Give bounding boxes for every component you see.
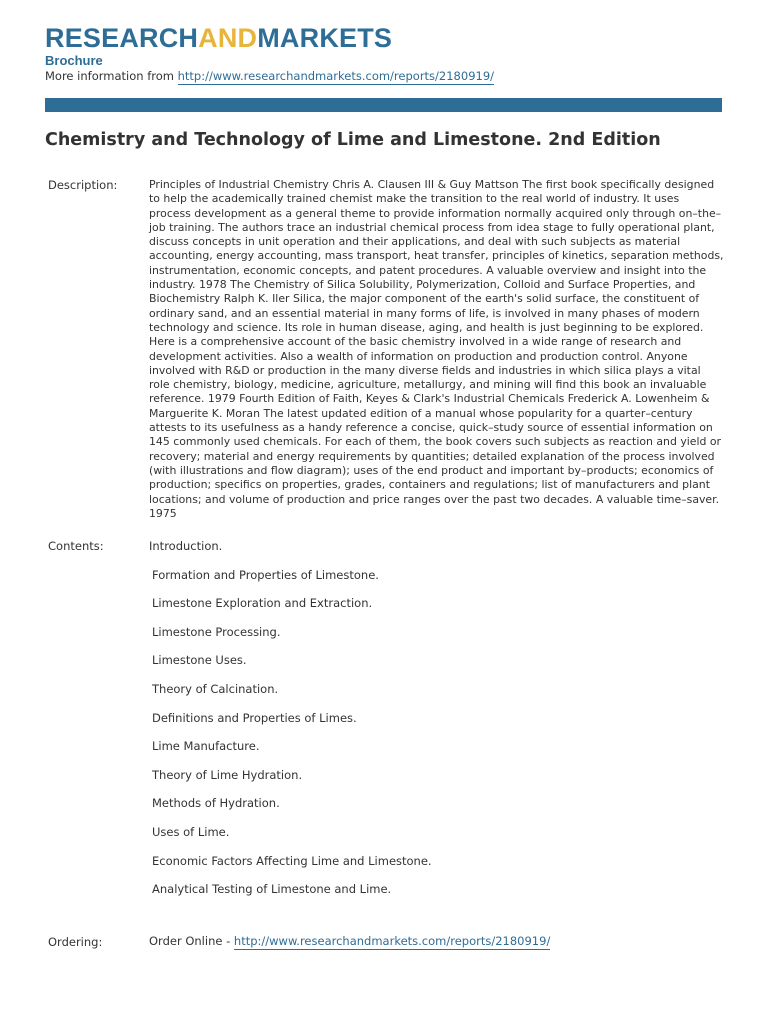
researchandmarkets-logo (45, 22, 392, 54)
contents-item: Economic Factors Affecting Lime and Limestone. (152, 853, 432, 868)
contents-item: Limestone Exploration and Extraction. (152, 596, 373, 611)
contents-item: Formation and Properties of Limestone. (152, 567, 379, 582)
order-online-prefix: Order Online - (149, 934, 234, 948)
description-label: Description: (48, 178, 118, 192)
contents-item: Methods of Hydration. (152, 796, 280, 811)
contents-label: Contents: (48, 539, 104, 553)
contents-item: Theory of Lime Hydration. (152, 767, 303, 782)
contents-list (149, 538, 709, 910)
ordering-line (149, 934, 550, 948)
more-info-prefix: More information from (45, 69, 178, 83)
contents-item: Limestone Uses. (152, 653, 247, 668)
brochure-label: Brochure (45, 53, 103, 68)
page-title: Chemistry and Technology of Lime and Limestone. 2nd Edition (45, 130, 661, 150)
more-info-line (45, 69, 494, 83)
contents-item: Definitions and Properties of Limes. (152, 710, 357, 725)
header-divider-bar (45, 98, 722, 112)
report-url-link[interactable]: http://www.researchandmarkets.com/reports/2180919/ (177, 69, 495, 83)
logo-research: RESEARCH (45, 23, 199, 53)
contents-item: Introduction. (149, 539, 223, 553)
ordering-label: Ordering: (48, 935, 103, 949)
contents-item: Limestone Processing. (152, 624, 281, 639)
order-url-link[interactable]: http://www.researchandmarkets.com/reports/2180919/ (233, 934, 551, 948)
contents-item: Analytical Testing of Limestone and Lime. (152, 882, 392, 897)
contents-item: Theory of Calcination. (152, 681, 279, 696)
contents-item: Lime Manufacture. (152, 739, 260, 754)
logo-and: AND (198, 23, 258, 53)
logo-markets: MARKETS (257, 23, 393, 53)
description-text: Principles of Industrial Chemistry Chris A. Clausen III & Guy Mattson The first book specifically designed to help the academically trained chemist make the transition to the real world of industry. It uses process development as a general theme to provide information normally acquired only through on–the–job training. The authors trace an industrial chemical process from idea stage to fully operational plant, discuss concepts in unit operation and their applications, and deal with such subjects as material accounting, energy accounting, mass transport, heat transfer, principles of kinetics, separation methods, instrumentation, economic concepts, and patent procedures. A valuable overview and insight into the industry. 1978 The Chemistry of Silica Solubility, Polymerization, Colloid and Surface Properties, and Biochemistry Ralph K. Iler Silica, the major component of the earth's solid surface, the constituent of ordinary sand, and an essential material in many forms of life, is involved in many phases of modern technology and science. Its role in human disease, aging, and health is just beginning to be explored. Here is a comprehensive account of the basic chemistry involved in a wide range of research and development activities. Also a wealth of information on production and production control. Anyone involved with R&D or production in the many diverse fields and industries in which silica plays a vital role chemistry, biology, medicine, agriculture, metallurgy, and mining will find this book an invaluable reference. 1979 Fourth Edition of Faith, Keyes & Clark's Industrial Chemicals Frederick A. Lowenheim & Marguerite K. Moran The latest updated edition of a manual whose popularity for a quarter–century attests to its usefulness as a handy reference a concise, quick–study source of essential information on 145 commonly used chemicals. For each of them, the book covers such subjects as reaction and yield or recovery; material and energy requirements by quantities; detailed explanation of the process involved (with illustrations and flow diagram); uses of the end product and important by–products; economics of production; specifics on properties, grades, containers and regulations; list of manufacturers and plant locations; and volume of production and price ranges over the past two decades. A valuable time–saver. 1975 (149, 178, 724, 520)
contents-item: Uses of Lime. (152, 824, 230, 839)
